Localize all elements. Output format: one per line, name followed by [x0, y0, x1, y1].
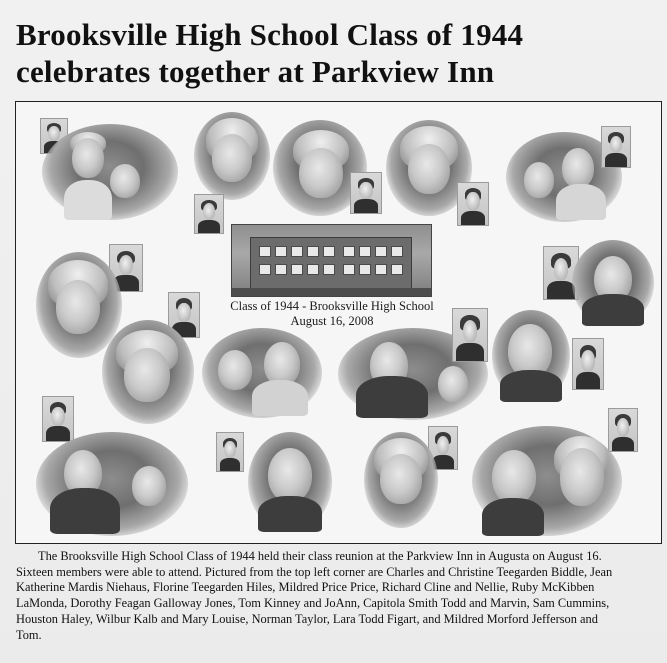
yearbook-photo: [608, 408, 638, 452]
reunion-portrait-oval: [202, 328, 322, 418]
article-line-2: Sixteen members were able to attend. Pictured from the top left corner are Charles and Christine Teegarden Biddle, Jean: [16, 564, 613, 579]
reunion-portrait-oval: [364, 432, 438, 528]
article-line-1: The Brooksville High School Class of 1944 held their class reunion at the Parkview Inn in Augusta on August 16.: [38, 549, 602, 563]
article-line-4: LaMonda, Dorothy Feagan Galloway Jones, Tom Kinney and JoAnn, Capitola Smith Todd and Marvin, Sam Cummins,: [16, 596, 610, 611]
school-building-photo: [231, 224, 432, 297]
headline-line-2: celebrates together at Parkview Inn: [16, 54, 495, 89]
reunion-portrait-oval: [248, 432, 332, 532]
reunion-portrait-oval: [194, 112, 270, 200]
reunion-portrait-oval: [36, 432, 188, 536]
yearbook-photo: [601, 126, 631, 168]
headline-line-1: Brooksville High School Class of 1944: [16, 17, 524, 52]
yearbook-photo: [216, 432, 244, 472]
reunion-portrait-oval: [572, 240, 654, 326]
article-body: [16, 549, 656, 643]
photo-caption: [212, 299, 452, 329]
reunion-portrait-oval: [492, 310, 570, 402]
yearbook-photo: [457, 182, 489, 226]
yearbook-photo: [42, 396, 74, 442]
reunion-photo-collage: [15, 101, 662, 544]
photo-caption-line-2: August 16, 2008: [290, 314, 374, 328]
photo-caption-line-1: Class of 1944 - Brooksville High School: [230, 299, 434, 313]
yearbook-photo: [194, 194, 224, 234]
yearbook-photo: [572, 338, 604, 390]
article-line-3: Katherine Mardis Niehaus, Florine Teegarden Hiles, Mildred Price Price, Richard Cline and Nellie, Ruby McKibben: [16, 580, 595, 595]
headline: [16, 16, 656, 90]
reunion-portrait-oval: [102, 320, 194, 424]
yearbook-photo: [350, 172, 382, 214]
yearbook-photo: [452, 308, 488, 362]
reunion-portrait-oval: [42, 124, 178, 220]
reunion-portrait-oval: [472, 426, 622, 536]
article-line-6: Tom.: [16, 627, 42, 642]
article-line-5: Houston Haley, Wilbur Kalb and Mary Louise, Norman Taylor, Lara Todd Figart, and Mildred Morford Jefferson and: [16, 611, 598, 626]
